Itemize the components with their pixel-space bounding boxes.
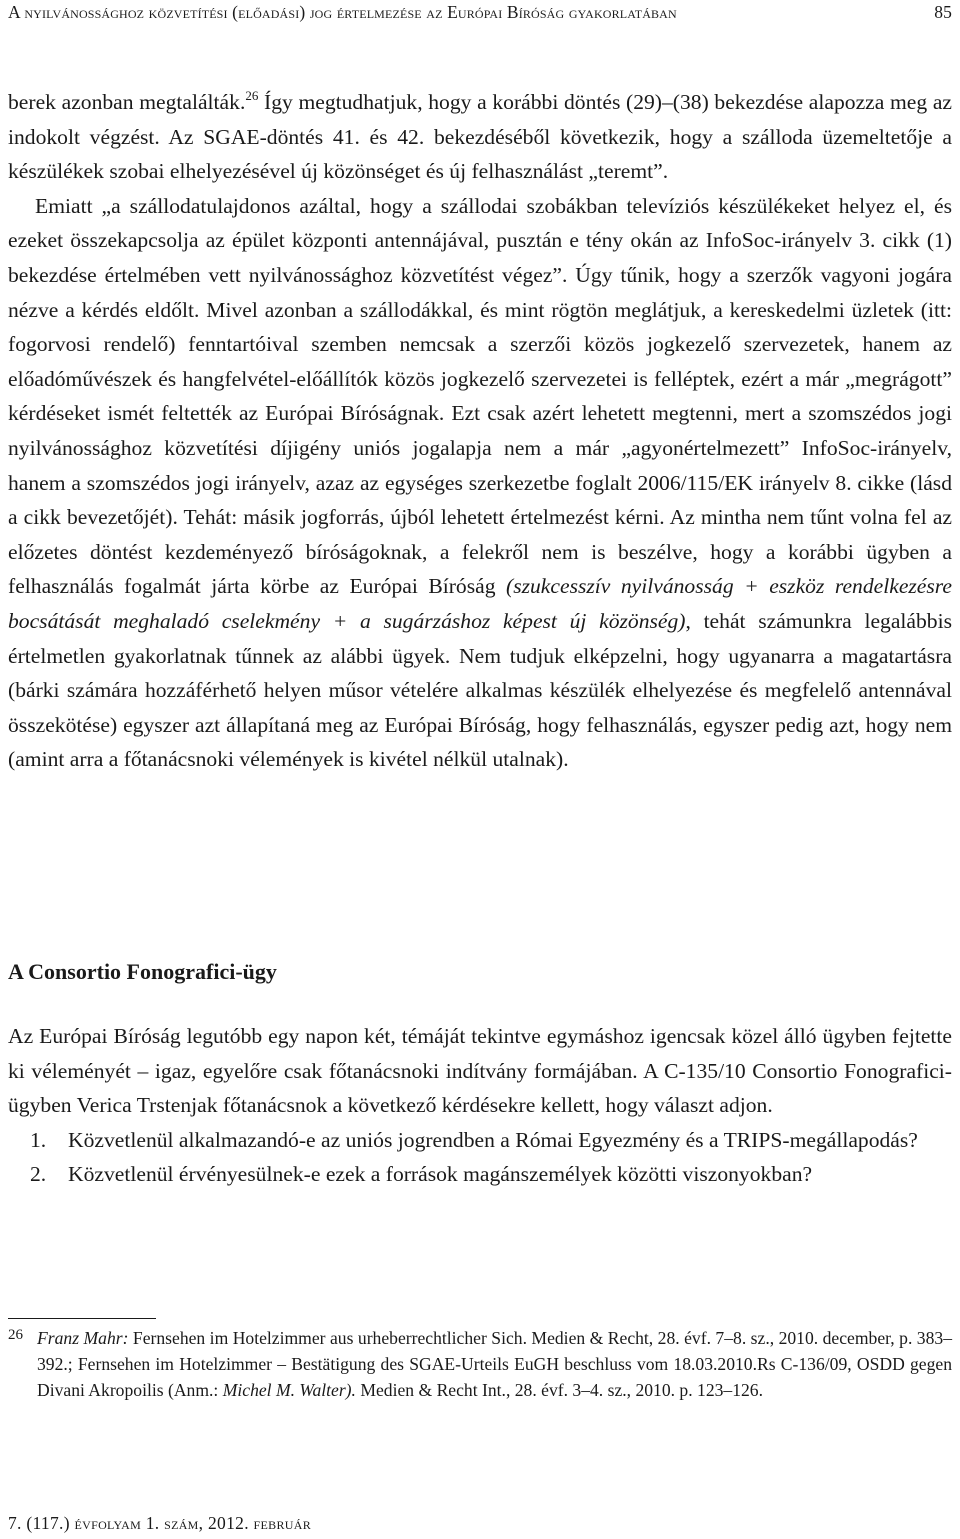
footnote-number: 26 bbox=[8, 1327, 23, 1343]
paragraph-1 bbox=[8, 85, 952, 189]
body-text bbox=[8, 85, 952, 777]
question-list bbox=[8, 1123, 952, 1192]
running-title: A nyilvánossághoz közvetítési (előadási) jog értelmezése az Európai Bíróság gyakorlatában bbox=[8, 2, 677, 22]
paragraph-2-part-a: Emiatt „a szállodatulajdonos azáltal, hogy a szállodai szobákban televíziós készülékeket helyez el, és ezeket összekapcsolja az épület központi antennájával, pusztán e tény okán az InfoSoc-irányelv 3. cikk (1) bekezdése értelmében vett nyilvánossághoz közvetítést végez”. Úgy tűnik, hogy a szerzők vagyoni jogára nézve a kérdés eldőlt. Mivel azonban a szállodákkal, és mint rögtön meglátjuk, a kereskedelmi üzletek (itt: fogorvosi rendelő) fenntartóival szemben nemcsak a szerzői közös jogkezelő szervezetek, hanem az előadóművészek és hangfelvétel-előállítók közös jogkezelő szervezetei is felléptek, ezért a már „megrágott” kérdéseket ismét feltették az Európai Bíróságnak. Ezt csak azért lehetett megtenni, mert a szomszédos jogi nyilvánossághoz közvetítési díjigény uniós jogalapja nem a már „agyonértelmezett” InfoSoc-irányelv, hanem a szomszédos jogi irányelv, azaz az egységes szerkezetbe foglalt 2006/115/EK irányelv 8. cikke (lásd a cikk bevezetőjét). Tehát: másik jogforrás, újból lehetett értelmezést kérni. Az mintha nem tűnt volna fel az előzetes döntést kezdeményező bíróságoknak, a felekről nem is beszélve, hogy a korábbi ügyben a felhasználás fogalmát járta körbe az Európai Bíróság bbox=[8, 193, 952, 599]
paragraph-2-part-b: , tehát számunkra legalábbis értelmetlen gyakorlatnak tűnnek az alábbi ügyek. Nem tudjuk elképzelni, hogy ugyanarra a magatartásra (bárki számára hozzáférhető helyen műsor vételére alkalmas készülék elhelyezése és megfelelő antennával összekötése) egyszer azt állapítaná meg az Európai Bíróság, hogy felhasználás, egyszer pedig azt, hogy nem (amint arra a főtanácsnoki vélemények is kivétel nélkül utalnak). bbox=[8, 608, 952, 772]
paragraph-1-rest: Így megtudhatjuk, hogy a korábbi döntés (29)–(38) bekezdése alapozza meg az indokolt végzést. Az SGAE-döntés 41. és 42. bekezdéséből következik, hogy a szálloda üzemeltetője a készülékek szobai elhelyezésével új közönséget és új felhasználást „teremt”. bbox=[8, 90, 952, 184]
paragraph-2-italic: (szukcesszív nyilvánosság + eszköz rendelkezésre bocsátását meghaladó cselekmény + a sugárzáshoz képest új közönség) bbox=[8, 574, 952, 633]
section-intro: Az Európai Bíróság legutóbb egy napon két, témáját tekintve egymáshoz igencsak közel álló ügyben fejtette ki véleményét – igaz, egyelőre csak főtanácsnoki indítvány formájában. A C-135/10 Consortio Fonografici-ügyben Verica Trstenjak főtanácsnok a következő kérdésekre kellett, hogy választ adjon. bbox=[8, 1024, 952, 1118]
list-item bbox=[8, 1157, 952, 1192]
running-header bbox=[8, 2, 952, 23]
footnote-text-b: Medien & Recht Int., 28. évf. 3–4. sz., 2010. p. 123–126. bbox=[355, 1380, 763, 1400]
footnote-text-a: Fernsehen im Hotelzimmer aus urheberrechtlicher Sich. Medien & Recht, 28. évf. 7–8. sz., 2010. december, p. 383–392.; Fernsehen im Hotelzimmer – Bestätigung des SGAE-Urteils EuGH beschluss vom 18.03.2010.Rs C-136/09, OSDD gegen Divani Akropoilis (Anm.: bbox=[37, 1328, 952, 1400]
footnote-text bbox=[37, 1325, 952, 1403]
footnote-author-2: Michel M. Walter). bbox=[222, 1380, 356, 1400]
list-item bbox=[8, 1123, 952, 1158]
footnote-reference: 26 bbox=[245, 87, 259, 103]
list-item-text: Közvetlenül érvényesülnek-e ezek a források magánszemélyek közötti viszonyokban? bbox=[68, 1162, 813, 1187]
section-body bbox=[8, 1019, 952, 1192]
paragraph-1-start: berek azonban megtalálták. bbox=[8, 90, 246, 114]
list-item-number: 2. bbox=[30, 1162, 47, 1187]
footnote-divider bbox=[8, 1318, 156, 1319]
running-footer: 7. (117.) évfolyam 1. szám, 2012. február bbox=[8, 1513, 312, 1533]
section-heading: A Consortio Fonografici-ügy bbox=[8, 959, 277, 984]
page-number: 85 bbox=[934, 2, 952, 22]
footnote bbox=[8, 1325, 952, 1403]
footnote-author: Franz Mahr: bbox=[37, 1328, 129, 1348]
list-item-text: Közvetlenül alkalmazandó-e az uniós jogrendben a Római Egyezmény és a TRIPS-megállapodás? bbox=[68, 1127, 918, 1152]
paragraph-2 bbox=[8, 189, 952, 777]
list-item-number: 1. bbox=[30, 1127, 47, 1152]
